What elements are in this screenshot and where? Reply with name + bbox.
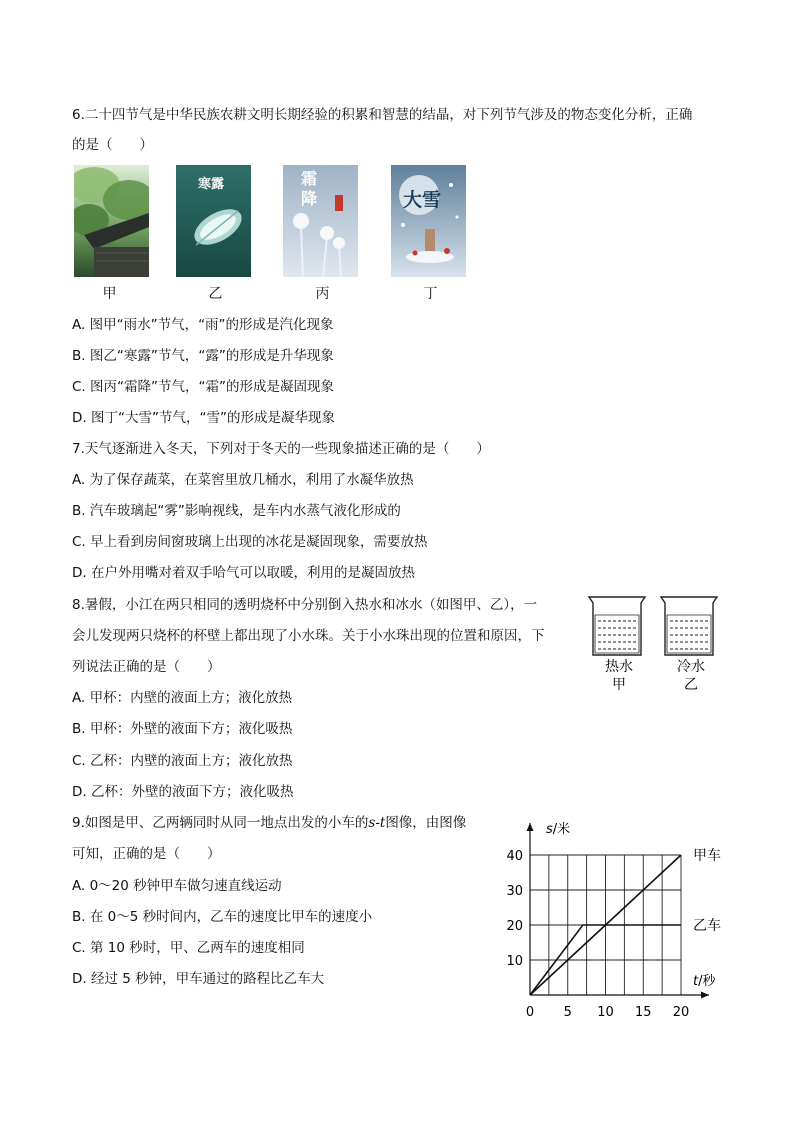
q6-stem-line2: 的是（ ） [72, 137, 153, 153]
q9-stem-st: s-t [368, 815, 386, 831]
y-tick-label: 10 [506, 954, 523, 969]
image-ding-title: 大雪 [403, 189, 442, 211]
beaker-yi-sub: 乙 [684, 677, 698, 693]
beaker-yi-label: 冷水 [677, 659, 705, 675]
image-ding-heavy-snow [391, 165, 466, 277]
y-axis-label: s/米 [546, 822, 571, 837]
q9-option-c: C. 第 10 秒时，甲、乙两车的速度相同 [72, 940, 305, 956]
q9-option-d: D. 经过 5 秒钟，甲车通过的路程比乙车大 [72, 971, 325, 987]
q8-stem-line1: 8.暑假，小江在两只相同的透明烧杯中分别倒入热水和冰水（如图甲、乙），一 [72, 597, 538, 613]
q6-option-a: A. 图甲“雨水”节气，“雨”的形成是汽化现象 [72, 317, 334, 333]
y-axis-arrow [527, 823, 534, 831]
caption-bing: 丙 [315, 286, 330, 302]
q6-option-d: D. 图丁“大雪”节气，“雪”的形成是凝华现象 [72, 410, 335, 426]
image-bing-frost [283, 165, 358, 277]
q9-stem-line2: 可知，正确的是（ ） [72, 846, 221, 862]
st-chart [490, 805, 740, 1030]
q7-option-a: A. 为了保存蔬菜，在菜窖里放几桶水，利用了水凝华放热 [72, 472, 414, 488]
x-tick-label: 5 [563, 1005, 572, 1020]
image-jia-rain [74, 165, 149, 277]
beaker-jia-label: 热水 [605, 659, 633, 675]
image-yi-title: 寒露 [198, 177, 225, 192]
beaker-jia [589, 597, 645, 655]
q8-option-c: C. 乙杯：内壁的液面上方；液化放热 [72, 753, 293, 769]
caption-jia: 甲 [102, 286, 117, 302]
y-tick-label: 20 [506, 919, 523, 934]
beaker-yi [661, 597, 717, 655]
x-tick-label: 15 [634, 1005, 652, 1020]
q9-option-b: B. 在 0～5 秒时间内，乙车的速度比甲车的速度小 [72, 909, 373, 925]
q8-option-a: A. 甲杯：内壁的液面上方；液化放热 [72, 690, 293, 706]
x-tick-label: 10 [597, 1005, 614, 1020]
series-label-jia: 甲车 [693, 848, 721, 864]
q8-option-b: B. 甲杯：外壁的液面下方；液化吸热 [72, 721, 293, 737]
y-tick-label: 40 [506, 849, 523, 864]
q9-stem-line1 [72, 811, 466, 831]
caption-ding: 丁 [423, 286, 438, 302]
q8-option-d: D. 乙杯：外壁的液面下方；液化吸热 [72, 784, 294, 800]
q7-option-b: B. 汽车玻璃起“雾”影响视线，是车内水蒸气液化形成的 [72, 503, 401, 519]
q8-stem-line2: 会儿发现两只烧杯的杯壁上都出现了小水珠。关于小水珠出现的位置和原因，下 [72, 628, 545, 644]
q9-stem-part2: 图像，由图像 [385, 815, 467, 831]
beaker-jia-sub: 甲 [612, 677, 626, 693]
caption-yi: 乙 [208, 286, 223, 302]
q9-option-a: A. 0～20 秒钟甲车做匀速直线运动 [72, 878, 282, 894]
q9-stem-part1: 9.如图是甲、乙两辆同时从同一地点出发的小车的 [72, 815, 369, 831]
beakers-figure [585, 593, 725, 693]
q6-option-b: B. 图乙“寒露”节气，“露”的形成是升华现象 [72, 348, 334, 364]
origin-label: 0 [525, 1005, 535, 1020]
x-axis-label: t/秒 [693, 974, 716, 989]
q6-option-c: C. 图丙“霜降”节气，“霜”的形成是凝固现象 [72, 379, 334, 395]
x-axis-arrow [701, 992, 709, 999]
q8-stem-line3: 列说法正确的是（ ） [72, 659, 221, 675]
image-bing-title: 霜降 [301, 169, 318, 208]
image-yi-cold-dew [176, 165, 251, 277]
q7-stem: 7.天气逐渐进入冬天，下列对于冬天的一些现象描述正确的是（ ） [72, 441, 490, 457]
q7-option-c: C. 早上看到房间窗玻璃上出现的冰花是凝固现象，需要放热 [72, 534, 428, 550]
y-tick-label: 30 [506, 884, 523, 899]
q7-option-d: D. 在户外用嘴对着双手哈气可以取暖，利用的是凝固放热 [72, 565, 415, 581]
x-tick-label: 20 [672, 1005, 690, 1020]
q6-stem-line1: 6.二十四节气是中华民族农耕文明长期经验的积累和智慧的结晶，对下列节气涉及的物态变化分析，正确 [72, 107, 693, 123]
series-label-yi: 乙车 [693, 918, 721, 934]
